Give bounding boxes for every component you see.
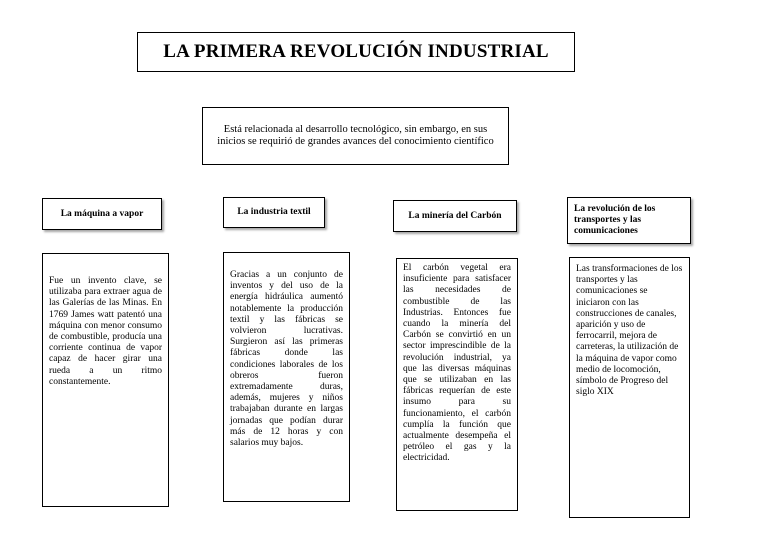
- heading-textile-industry-text: La industria textil: [237, 207, 311, 217]
- intro-text: Está relacionada al desarrollo tecnológico, sin embargo, en sus inicios se requirió de grandes avances del conocimiento científico: [217, 124, 494, 147]
- text-box-transport-revolution: [569, 257, 690, 518]
- text-box-coal-mining: [396, 258, 518, 511]
- intro-box: [202, 107, 509, 165]
- text-box-steam-engine: [42, 253, 169, 507]
- steam-engine-text: Fue un invento clave, se utilizaba para extraer agua de las Galerías de las Minas. En 1769 James watt patentó una máquina con menor consumo de combustible, producía una corriente continua de vapor capaz de hacer girar una rueda a un ritmo constantemente.: [49, 276, 162, 387]
- text-box-textile-industry: [223, 252, 350, 502]
- page-title: [137, 32, 575, 72]
- heading-steam-engine-text: La máquina a vapor: [60, 208, 144, 219]
- heading-coal-mining: [393, 200, 517, 232]
- heading-transport-revolution-text: La revolución de los transportes y las comunicaciones: [574, 204, 656, 236]
- heading-coal-mining-text: La minería del Carbón: [408, 210, 502, 221]
- transport-revolution-text: Las transformaciones de los transportes y las comunicaciones se iniciaron con las construcciones de canales, aparición y uso de ferrocarril, mejora de carreteras, la utilización de la máquina de vapor como medio de locomoción, símbolo de Progreso del siglo XIX: [576, 264, 683, 398]
- coal-mining-text: El carbón vegetal era insuficiente para satisfacer las necesidades de combustible de las Industrias. Entonces fue cuando la minería del Carbón se convirtió en un sector imprescindible de la revolución industrial, ya que las diversas máquinas que se utilizaban en las fábricas requerían de este insumo para su funcionamiento, el carbón cumplía la función que actualmente desempeña el petróleo el gas y la electricidad.: [403, 263, 511, 464]
- heading-textile-industry: [223, 197, 325, 228]
- page-title-text: LA PRIMERA REVOLUCIÓN INDUSTRIAL: [163, 41, 549, 62]
- heading-steam-engine: [42, 198, 162, 230]
- heading-transport-revolution: [567, 197, 691, 244]
- textile-industry-text: Gracias a un conjunto de inventos y del uso de la energía hidráulica aumentó notablemente la producción textil y las fábricas se volvieron lucrativas. Surgieron así las primeras fábricas donde las condiciones laborales de los obreros fueron extremadamente duras, además, mujeres y niños trabajaban durante en largas jornadas que podían durar más de 12 horas y con salarios muy bajos.: [230, 270, 343, 449]
